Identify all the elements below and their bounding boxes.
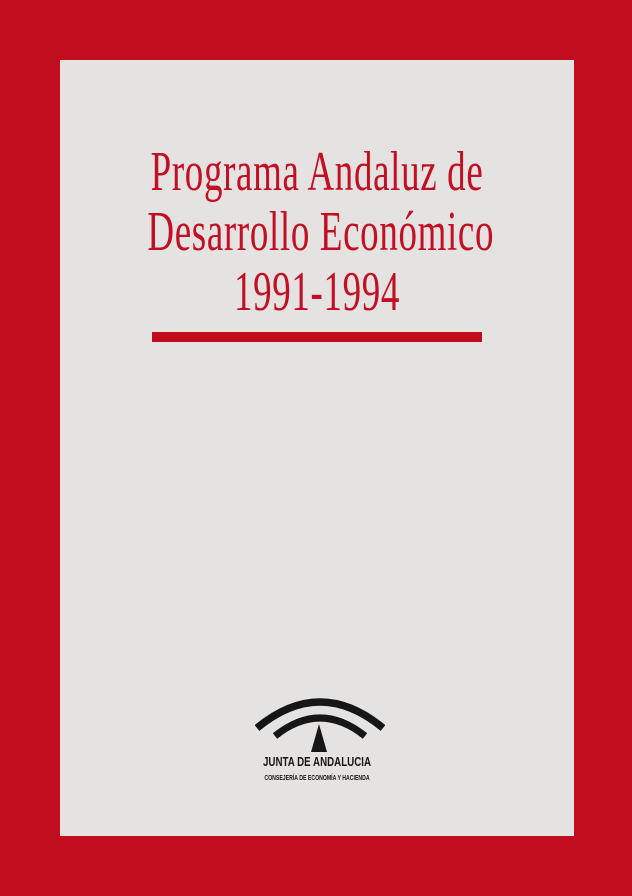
- logo-org-name: JUNTA DE ANDALUCIA: [263, 754, 371, 769]
- junta-de-andalucia-arcs-icon: [255, 692, 385, 754]
- cover-title: [147, 141, 495, 323]
- logo-department: CONSEJERÍA DE ECONOMÍA Y HACIENDA: [264, 773, 370, 782]
- title-underline-rule: [152, 332, 482, 342]
- title-line-1: Programa Andaluz de: [150, 141, 484, 203]
- title-line-3: 1991-1994: [233, 261, 401, 323]
- title-line-2: Desarrollo Económico: [147, 201, 495, 263]
- cover-panel: [60, 60, 574, 836]
